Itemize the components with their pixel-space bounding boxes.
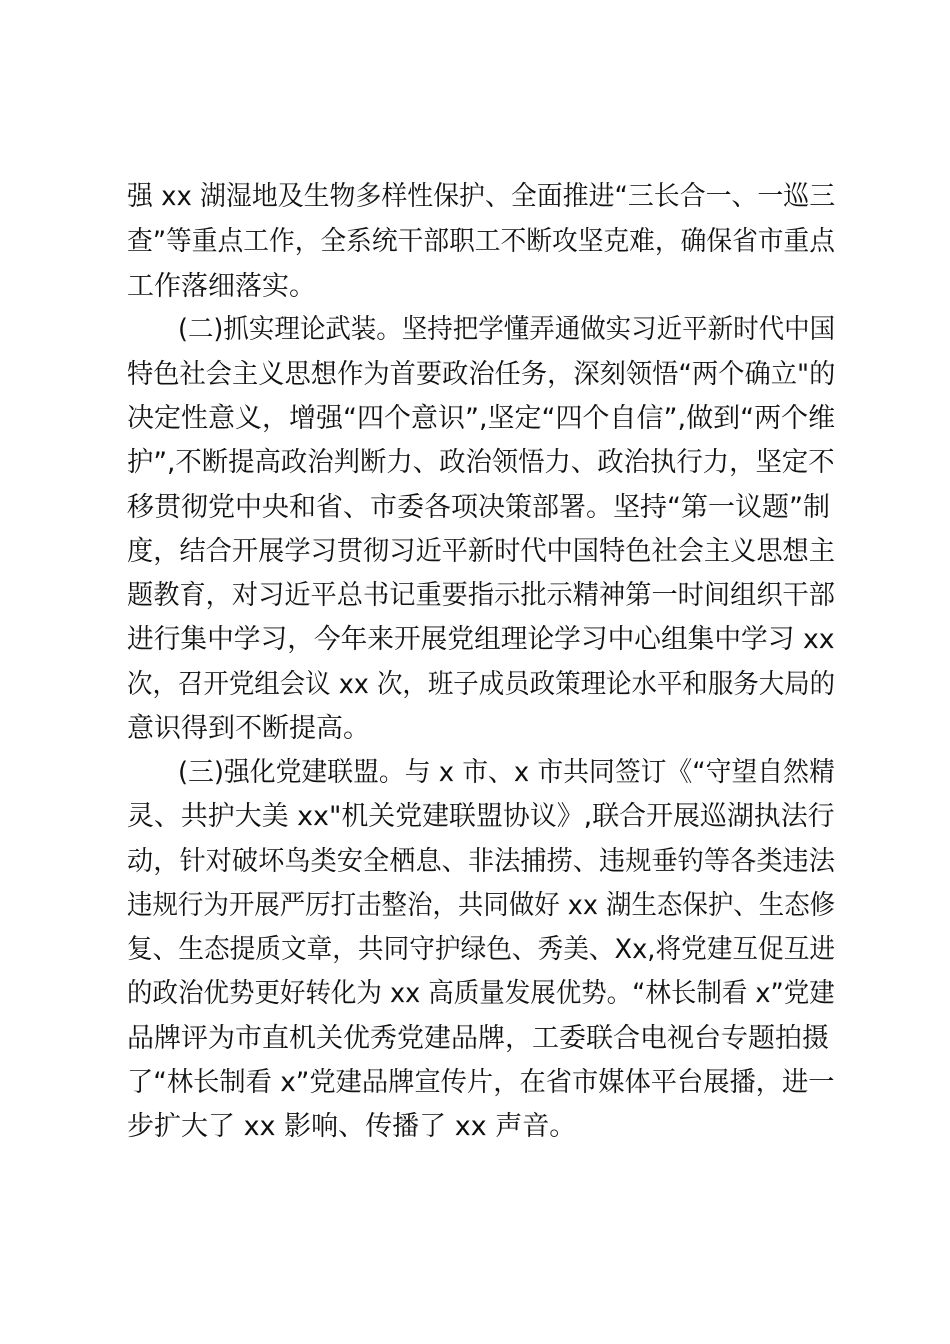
text-line: 决定性意义，增强“四个意识”,坚定“四个自信”,做到“两个维 <box>127 403 836 434</box>
text-line: 次，召开党组会议 xx 次，班子成员政策理论水平和服务大局的 <box>127 669 836 700</box>
text-line: 工作落细落实。 <box>127 271 316 302</box>
text-line: 步扩大了 xx 影响、传播了 xx 声音。 <box>127 1111 577 1142</box>
text-line: 移贯彻党中央和省、市委各项决策部署。坚持“第一议题”制 <box>127 492 830 523</box>
text-line: 复、生态提质文章，共同守护绿色、秀美、Xx,将党建互促互进 <box>127 934 836 965</box>
text-line: 度，结合开展学习贯彻习近平新时代中国特色社会主义思想主 <box>127 536 835 567</box>
text-line: 强 xx 湖湿地及生物多样性保护、全面推进“三长合一、一巡三 <box>127 181 836 212</box>
text-line: 灵、共护大美 xx"机关党建联盟协议》,联合开展巡湖执法行 <box>127 801 835 832</box>
text-line: 题教育，对习近平总书记重要指示批示精神第一时间组织干部 <box>127 580 835 611</box>
text-line: 意识得到不断提高。 <box>127 713 370 744</box>
text-line: 品牌评为市直机关优秀党建品牌，工委联合电视台专题拍摄 <box>127 1023 829 1054</box>
text-line: 违规行为开展严厉打击整治，共同做好 xx 湖生态保护、生态修 <box>127 890 836 921</box>
paragraph-heading-line: (三)强化党建联盟。与 x 市、x 市共同签订《“守望自然精 <box>178 757 835 788</box>
text-line: 护”,不断提高政治判断力、政治领悟力、政治执行力，坚定不 <box>127 447 835 478</box>
paragraph-heading-line: (二)抓实理论武装。坚持把学懂弄通做实习近平新时代中国 <box>178 314 836 345</box>
text-line: 特色社会主义思想作为首要政治任务，深刻领悟“两个确立"的 <box>127 359 836 390</box>
text-line: 的政治优势更好转化为 xx 高质量发展优势。“林长制看 x”党建 <box>127 978 835 1009</box>
text-line: 动，针对破坏鸟类安全栖息、非法捕捞、违规垂钓等各类违法 <box>127 846 835 877</box>
text-line: 进行集中学习，今年来开展党组理论学习中心组集中学习 xx <box>127 624 835 655</box>
text-line: 查”等重点工作，全系统干部职工不断攻坚克难，确保省市重点 <box>127 226 835 257</box>
text-line: 了“林长制看 x”党建品牌宣传片，在省市媒体平台展播，进一 <box>127 1067 835 1098</box>
